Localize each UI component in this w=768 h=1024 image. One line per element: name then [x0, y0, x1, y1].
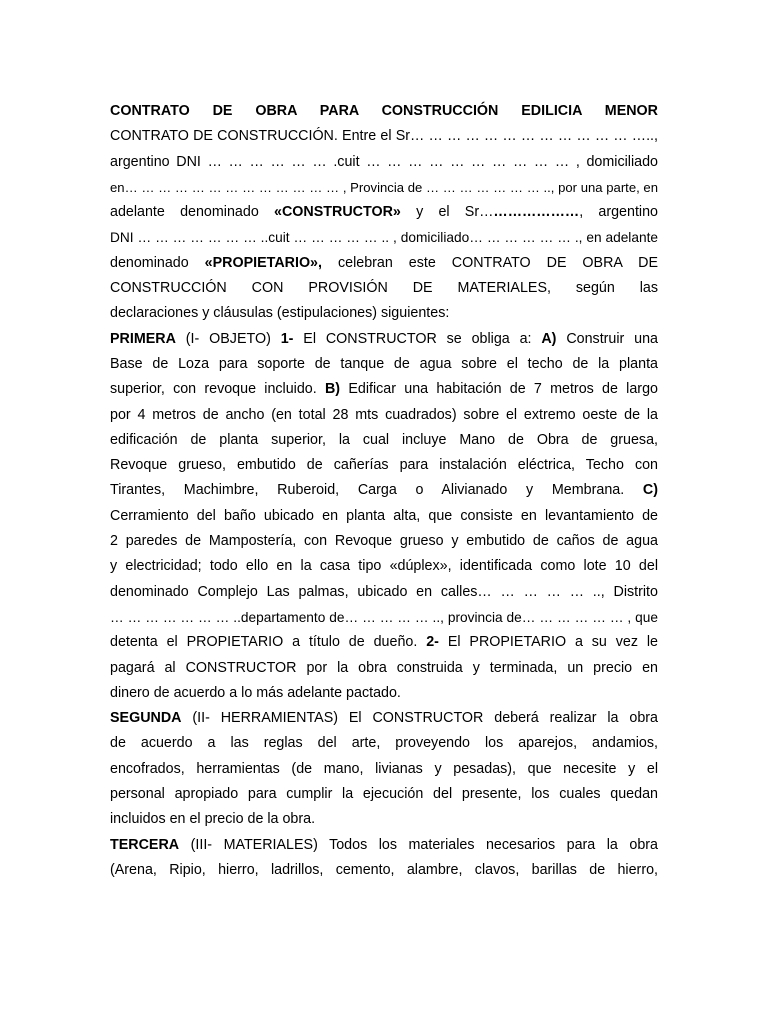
tercera-line-1: TERCERA (III- MATERIALES) Todos los materiales necesarios para la obra	[110, 836, 658, 853]
segunda-line-4: personal apropiado para cumplir la ejecución del presente, los cuales quedan	[110, 786, 658, 803]
segunda-line-3: encofrados, herramientas (de mano, livianas y pesadas), que necesite y el	[110, 760, 658, 777]
clause-primera-heading: PRIMERA	[110, 330, 176, 347]
intro-line-2: argentino DNI … … … … … … .cuit … … … … … … … … … … , domiciliado	[110, 153, 658, 170]
intro-line-8: declaraciones y cláusulas (estipulaciones) siguientes:	[110, 305, 450, 322]
primera-line-3: superior, con revoque incluido. B) Edificar una habitación de 7 metros de largo	[110, 381, 658, 398]
primera-line-14: pagará al CONSTRUCTOR por la obra construida y terminada, un precio en	[110, 659, 658, 676]
primera-line-4: por 4 metros de ancho (en total 28 mts cuadrados) sobre el extremo oeste de la	[110, 406, 658, 423]
contract-document	[110, 99, 658, 883]
tercera-line-2: (Arena, Ripio, hierro, ladrillos, cemento, alambre, clavos, barillas de hierro,	[110, 861, 658, 878]
primera-line-1: PRIMERA (I- OBJETO) 1- El CONSTRUCTOR se obliga a: A) Construir una	[110, 330, 659, 347]
primera-line-12: … … … … … … … ..departamento de… … … … … .., provincia de… … … … … … , que	[110, 609, 658, 625]
intro-line-3: en… … … … … … … … … … … … … , Provincia de … … … … … … … .., por una parte, en	[110, 179, 658, 195]
primera-line-15: dinero de acuerdo a lo más adelante pactado.	[110, 684, 401, 701]
segunda-line-2: de acuerdo a las reglas del arte, proveyendo los aparejos, andamios,	[110, 735, 658, 752]
document-title: CONTRATO DE OBRA PARA CONSTRUCCIÓN EDILICIA MENOR	[110, 103, 658, 119]
intro-line-6: denominado «PROPIETARIO», celebran este CONTRATO DE OBRA DE	[110, 254, 658, 271]
intro-line-5: DNI … … … … … … … ..cuit … … … … … .. , domiciliado… … … … … … ., en adelante	[110, 230, 658, 246]
primera-line-13: detenta el PROPIETARIO a título de dueño. 2- El PROPIETARIO a su vez le	[110, 634, 659, 651]
clause-tercera-heading: TERCERA	[110, 836, 180, 853]
primera-line-6: Revoque grueso, embutido de cañerías para instalación eléctrica, Techo con	[110, 457, 658, 474]
primera-line-2: Base de Loza para soporte de tanque de agua sobre el techo de la planta	[110, 355, 658, 372]
constructor-term: «CONSTRUCTOR»	[274, 204, 401, 221]
primera-line-10: y electricidad; todo ello en la casa tipo «dúplex», identificada como lote 10 del	[110, 558, 658, 575]
primera-line-7: Tirantes, Machimbre, Ruberoid, Carga o Alivianado y Membrana. C)	[110, 482, 658, 499]
segunda-line-1: SEGUNDA (II- HERRAMIENTAS) El CONSTRUCTOR deberá realizar la obra	[110, 710, 658, 727]
primera-line-9: 2 paredes de Mampostería, con Revoque grueso y embutido de caños de agua	[110, 533, 658, 550]
primera-line-5: edificación de planta superior, la cual incluye Mano de Obra de gruesa,	[110, 431, 658, 448]
propietario-term: «PROPIETARIO»,	[204, 254, 322, 271]
intro-line-4: adelante denominado «CONSTRUCTOR» y el Sr…………………, argentino	[110, 204, 658, 221]
segunda-line-5: incluidos en el precio de la obra.	[110, 811, 316, 828]
primera-line-11: denominado Complejo Las palmas, ubicado en calles… … … … … .., Distrito	[110, 583, 658, 600]
primera-line-8: Cerramiento del baño ubicado en planta alta, que consiste en levantamiento de	[110, 507, 658, 524]
intro-line-7: CONSTRUCCIÓN CON PROVISIÓN DE MATERIALES, según las	[110, 280, 658, 297]
intro-line-1: CONTRATO DE CONSTRUCCIÓN. Entre el Sr… … … … … … … … … … … … …..,	[110, 128, 658, 145]
clause-segunda-heading: SEGUNDA	[110, 710, 182, 727]
